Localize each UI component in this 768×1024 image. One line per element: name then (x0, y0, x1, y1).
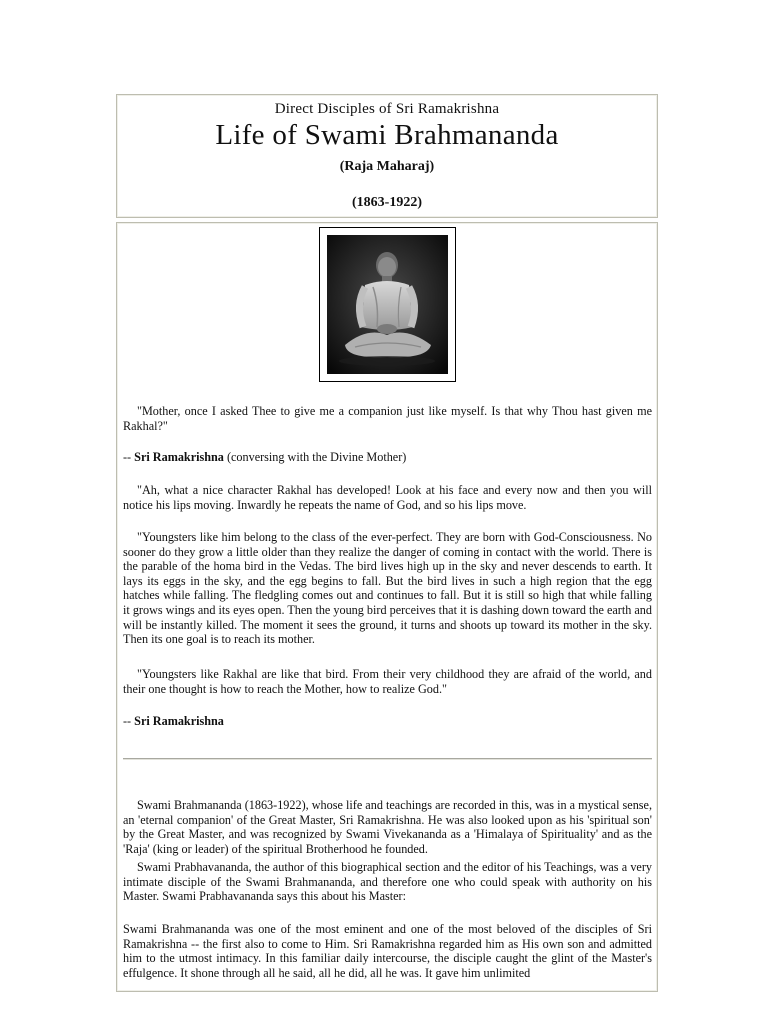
lifespan-label: (1863-1922) (352, 195, 422, 210)
paragraph-prabhavananda: Swami Prabhavananda, the author of this biographical section and the editor of his Teachings, was a very intimate disciple of the Swami Brahmananda, and therefore one who could speak with authority on his Master. Swami Prabhavananda says this about his Master: (123, 860, 652, 904)
portrait-photo (327, 235, 448, 374)
attribution-divine-mother (123, 450, 652, 465)
attribution-name: Sri Ramakrishna (134, 450, 224, 464)
paragraph-master-description: Swami Brahmananda was one of the most eminent and one of the most beloved of the disciples of Sri Ramakrishna -- the first also to come to Him. Sri Ramakrishna regarded him as His own son and admitted him to the utmost intimacy. In this familiar daily intercourse, the disciple caught the glint of the Master's effulgence. It shone through all he said, all he did, all he was. It gave him unlimited (123, 922, 652, 980)
attribution-ramakrishna (123, 714, 652, 729)
series-subtitle: Direct Disciples of Sri Ramakrishna (274, 101, 500, 117)
portrait-frame (319, 227, 456, 382)
content-block (116, 222, 658, 992)
quote-youngsters-like-bird: "Youngsters like Rakhal are like that bird. From their very childhood they are afraid of the world, and their one thought is how to reach the Mother, how to realize God." (123, 667, 652, 696)
page-title: Life of Swami Brahmananda (215, 119, 559, 151)
attribution-prefix: -- (123, 714, 132, 728)
attribution-note: (conversing with the Divine Mother) (226, 450, 407, 464)
alias-label: (Raja Maharaj) (339, 159, 435, 174)
paragraph-introduction: Swami Brahmananda (1863-1922), whose life and teachings are recorded in this, was in a mystical sense, an 'eternal companion' of the Great Master, Sri Ramakrishna. He was also looked upon as his 'spiritual son' by the Great Master, and was recognized by Swami Vivekananda as a 'Himalaya of Spirituality' and as the 'Raja' (king or leader) of the spiritual Brotherhood he founded. (123, 798, 652, 856)
attribution-prefix: -- (123, 450, 132, 464)
title-block (116, 94, 658, 218)
seated-monk-portrait (327, 235, 448, 374)
quote-rakhal-character: "Ah, what a nice character Rakhal has developed! Look at his face and every now and then you will notice his lips moving. Inwardly he repeats the name of God, and so his lips move. (123, 483, 652, 512)
section-divider (123, 758, 652, 760)
attribution-name: Sri Ramakrishna (134, 714, 224, 728)
quote-companion: "Mother, once I asked Thee to give me a companion just like myself. Is that why Thou hast given me Rakhal?" (123, 404, 652, 433)
quote-homa-bird-parable: "Youngsters like him belong to the class of the ever-perfect. They are born with God-Consciousness. No sooner do they grow a little older than they realize the danger of coming in contact with the world. There is the parable of the homa bird in the Vedas. The bird lives high up in the sky and never descends to earth. It lays its eggs in the sky, and the egg begins to fall. But the bird lives in such a high region that the egg hatches while falling. The fledgling comes out and continues to fall. But it is still so high that while falling it grows wings and its eyes open. Then the young bird perceives that it is dashing down toward the earth and will be instantly killed. The moment it sees the ground, it turns and shoots up toward its mother in the sky. Then its one goal is to reach its mother. (123, 530, 652, 647)
